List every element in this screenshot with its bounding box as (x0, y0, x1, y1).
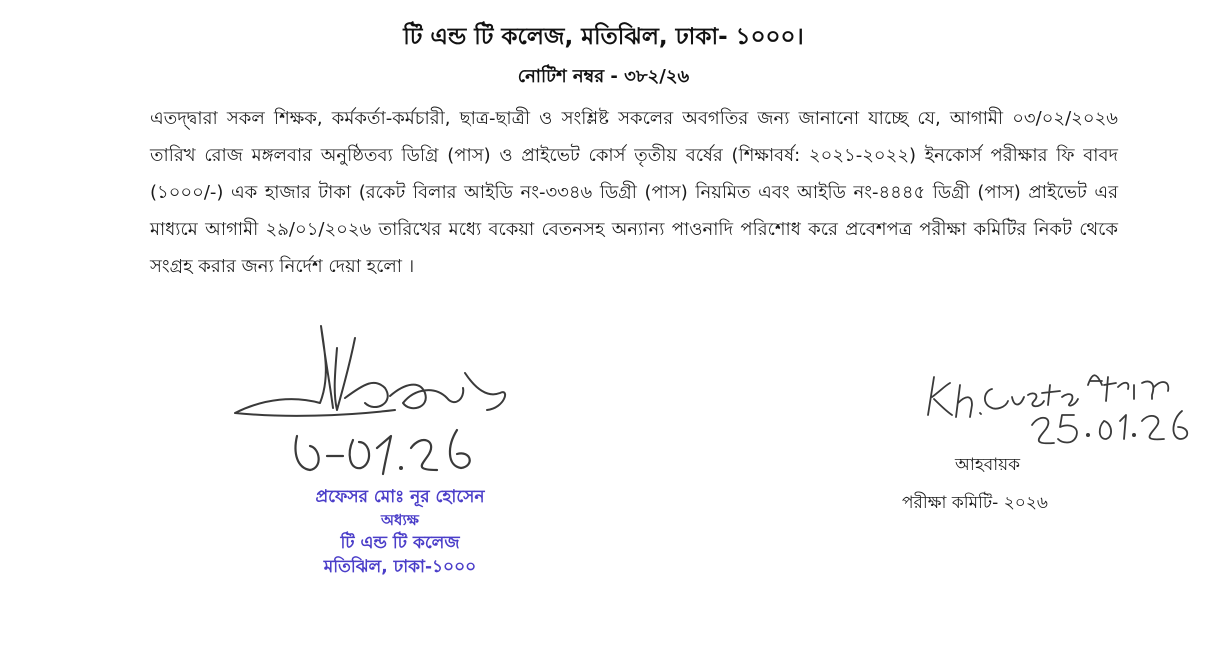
exam-committee-label: পরীক্ষা কমিটি- ২০২৬ (902, 493, 1048, 513)
notice-number: নোটিশ নম্বর - ৩৮২/২৬ (517, 66, 690, 87)
convenor-signature-date (1032, 411, 1187, 443)
principal-signature (225, 318, 515, 493)
convenor-label: আহবায়ক (955, 455, 1021, 475)
stamp-institution: টি এন্ড টি কলেজ (340, 533, 460, 553)
notice-body: এতদ্দ্বারা সকল শিক্ষক, কর্মকর্তা-কর্মচারী, ছাত্র-ছাত্রী ও সংশ্লিষ্ট সকলের অবগতির জন্য জানানো যাচ্ছে যে, আগামী ০৩/০২/২০২৬ তারিখ রোজ মঙ্গলবার অনুষ্ঠিতব্য ডিগ্রি (পাস) ও প্রাইভেট কোর্স তৃতীয় বর্ষের (শিক্ষাবর্ষ: ২০২১-২০২২) ইনকোর্স পরীক্ষার ফি বাবদ (১০০০/-) এক হাজার টাকা (রকেট বিলার আইডি নং-৩৩৪৬ ডিগ্রী (পাস) নিয়মিত এবং আইডি নং-৪৪৪৫ ডিগ্রী (পাস) প্রাইভেট এর মাধ্যমে আগামী ২৯/০১/২০২৬ তারিখের মধ্যে বকেয়া বেতনসহ অন্যান্য পাওনাদি পরিশোধ করে প্রবেশপত্র পরীক্ষা কমিটির নিকট থেকে সংগ্রহ করার জন্য নির্দেশ দেয়া হলো । (150, 108, 1118, 277)
principal-signature-date (296, 430, 470, 474)
stamp-name: প্রফেসর মোঃ নূর হোসেন (315, 487, 485, 507)
convenor-signature (920, 355, 1200, 455)
college-title: টি এন্ড টি কলেজ, মতিঝিল, ঢাকা- ১০০০। (403, 24, 804, 50)
stamp-address: মতিঝিল, ঢাকা-১০০০ (323, 557, 477, 577)
principal-stamp (280, 485, 520, 579)
stamp-designation: অধ্যক্ষ (381, 511, 419, 529)
